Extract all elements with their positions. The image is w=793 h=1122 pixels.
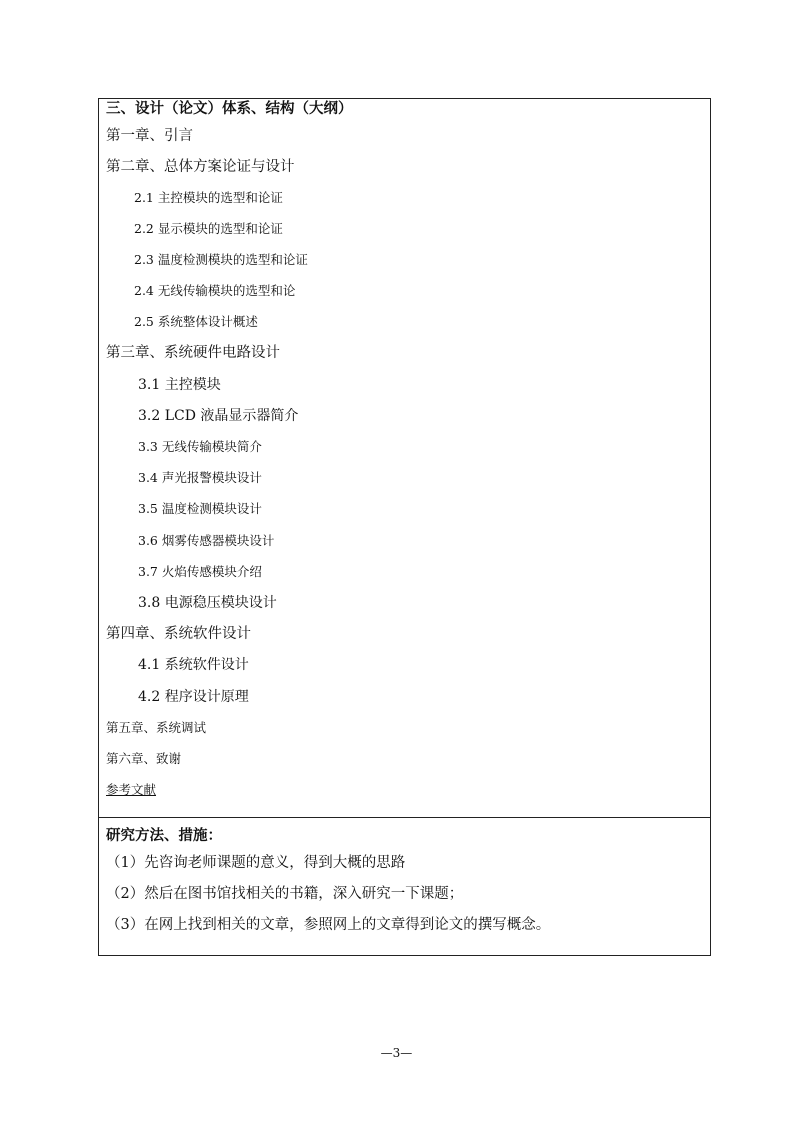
chapter-5: 第五章、系统调试: [106, 720, 207, 735]
page-number: —3—: [380, 1046, 413, 1060]
section-3-7: 3.7 火焰传感模块介绍: [138, 564, 262, 579]
chapter-2: 第二章、总体方案论证与设计: [106, 159, 295, 175]
section-3-1: 3.1 主控模块: [138, 377, 221, 393]
section-2-2: 2.2 显示模块的选型和论证: [134, 221, 283, 236]
section-3-2: 3.2 LCD 液晶显示器简介: [138, 408, 299, 424]
section-2-3: 2.3 温度检测模块的选型和论证: [134, 252, 308, 267]
section-divider: [98, 817, 711, 818]
method-item-2: （2）然后在图书馆找相关的书籍，深入研究一下课题；: [106, 886, 464, 902]
references-link: 参考文献: [106, 782, 157, 797]
method-item-1: （1）先咨询老师课题的意义，得到大概的思路: [106, 855, 406, 871]
outline-heading: 三、设计（论文）体系、结构（大纲）: [106, 100, 353, 117]
section-2-4: 2.4 无线传输模块的选型和论: [134, 283, 296, 298]
section-2-1: 2.1 主控模块的选型和论证: [134, 190, 283, 205]
section-4-1: 4.1 系统软件设计: [138, 657, 249, 673]
section-2-5: 2.5 系统整体设计概述: [134, 314, 258, 329]
chapter-4: 第四章、系统软件设计: [106, 626, 251, 642]
methods-heading: 研究方法、措施：: [106, 827, 222, 844]
section-3-8: 3.8 电源稳压模块设计: [138, 595, 277, 611]
chapter-3: 第三章、系统硬件电路设计: [106, 345, 280, 361]
chapter-1: 第一章、引言: [106, 128, 193, 144]
method-item-3: （3）在网上找到相关的文章，参照网上的文章得到论文的撰写概念。: [106, 917, 551, 933]
section-3-5: 3.5 温度检测模块设计: [138, 501, 262, 516]
chapter-6: 第六章、致谢: [106, 751, 182, 766]
section-3-4: 3.4 声光报警模块设计: [138, 470, 262, 485]
section-3-6: 3.6 烟雾传感器模块设计: [138, 533, 275, 548]
section-4-2: 4.2 程序设计原理: [138, 689, 249, 705]
section-3-3: 3.3 无线传输模块简介: [138, 439, 262, 454]
